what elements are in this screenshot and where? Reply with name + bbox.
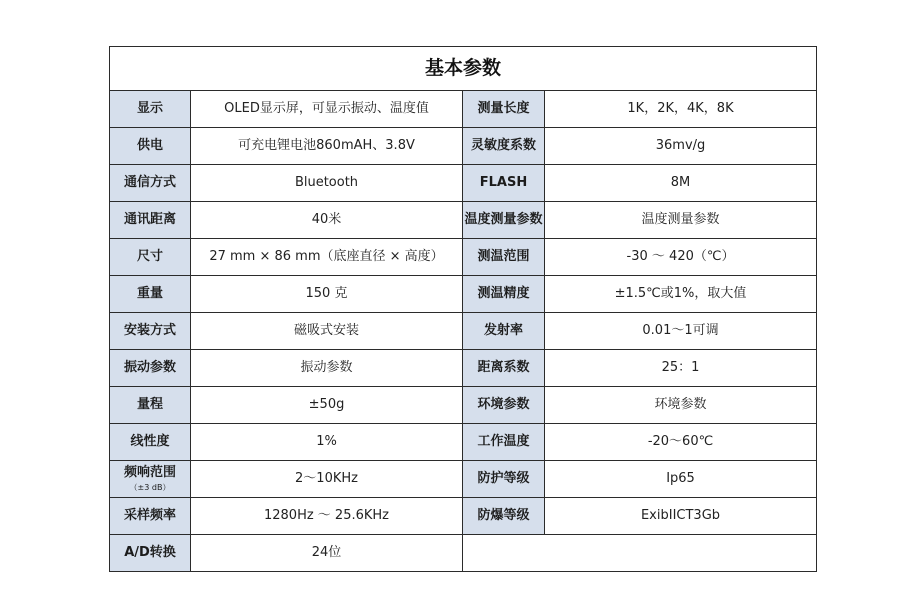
table-row: [110, 535, 817, 572]
param-value: 150 克: [191, 276, 463, 313]
param-label: [110, 91, 191, 128]
param-value: 25：1: [545, 350, 817, 387]
table-row: [110, 313, 817, 350]
param-label: 防护等级: [463, 461, 545, 498]
param-value: 40米: [191, 202, 463, 239]
table-row: [110, 424, 817, 461]
param-value: 温度测量参数: [545, 202, 817, 239]
param-label-text: 供电: [136, 137, 163, 153]
param-label-text: 线性度: [130, 433, 170, 449]
table-row: [110, 498, 817, 535]
table-row: [110, 91, 817, 128]
table-row: [110, 202, 817, 239]
param-value: 振动参数: [191, 350, 463, 387]
param-label-text: 采样频率: [123, 507, 176, 523]
param-label-text: 通讯距离: [123, 211, 176, 227]
param-label: [110, 498, 191, 535]
param-value: 1280Hz ～ 25.6KHz: [191, 498, 463, 535]
param-value: ±1.5℃或1%，取大值: [545, 276, 817, 313]
param-value: -30 ～ 420（℃）: [545, 239, 817, 276]
param-label-text: 尺寸: [136, 248, 163, 264]
param-label: [110, 350, 191, 387]
param-value: 磁吸式安装: [191, 313, 463, 350]
param-label-text: 重量: [136, 285, 163, 301]
table-row: [110, 461, 817, 498]
param-value: 2～10KHz: [191, 461, 463, 498]
param-label: 温度测量参数: [463, 202, 545, 239]
param-value: OLED显示屏，可显示振动、温度值: [191, 91, 463, 128]
table-row: [110, 165, 817, 202]
param-value: 环境参数: [545, 387, 817, 424]
param-label: [110, 461, 191, 498]
table-row: [110, 239, 817, 276]
param-label-text: 通信方式: [123, 174, 176, 190]
param-value: Bluetooth: [191, 165, 463, 202]
param-label: 环境参数: [463, 387, 545, 424]
param-label: 防爆等级: [463, 498, 545, 535]
param-label: [110, 128, 191, 165]
param-value: 1%: [191, 424, 463, 461]
param-value: 24位: [191, 535, 463, 572]
param-value: 可充电锂电池860mAH、3.8V: [191, 128, 463, 165]
param-label-note: （±3 dB）: [129, 482, 171, 492]
param-label: 灵敏度系数: [463, 128, 545, 165]
empty-cell: [463, 535, 817, 572]
param-label-text: 频响范围: [123, 464, 176, 480]
param-label: [110, 239, 191, 276]
param-value: Ip65: [545, 461, 817, 498]
table-row: [110, 350, 817, 387]
param-label: [110, 387, 191, 424]
param-value: -20～60℃: [545, 424, 817, 461]
param-label: 测量长度: [463, 91, 545, 128]
param-label: [110, 313, 191, 350]
param-label: 测温范围: [463, 239, 545, 276]
param-label: [110, 202, 191, 239]
table-row: [110, 128, 817, 165]
param-label: [110, 165, 191, 202]
param-value: 27 mm × 86 mm（底座直径 × 高度）: [191, 239, 463, 276]
param-value: ExibIICT3Gb: [545, 498, 817, 535]
param-label-text: 显示: [136, 100, 163, 116]
param-label: [110, 424, 191, 461]
table-title: 基本参数: [110, 47, 817, 91]
param-label: FLASH: [463, 165, 545, 202]
param-value: 0.01～1可调: [545, 313, 817, 350]
param-value: 8M: [545, 165, 817, 202]
param-label: 工作温度: [463, 424, 545, 461]
param-label: [110, 535, 191, 572]
param-value: ±50g: [191, 387, 463, 424]
param-label-text: A/D转换: [124, 544, 176, 560]
table-row: [110, 387, 817, 424]
spec-table: [109, 46, 817, 572]
param-value: 36mv/g: [545, 128, 817, 165]
param-label: [110, 276, 191, 313]
param-label-text: 量程: [136, 396, 163, 412]
table-row: [110, 276, 817, 313]
param-label: 距离系数: [463, 350, 545, 387]
param-label-text: 安装方式: [123, 322, 176, 338]
param-label: 测温精度: [463, 276, 545, 313]
param-label: 发射率: [463, 313, 545, 350]
param-value: 1K，2K，4K，8K: [545, 91, 817, 128]
param-label-text: 振动参数: [123, 359, 176, 375]
